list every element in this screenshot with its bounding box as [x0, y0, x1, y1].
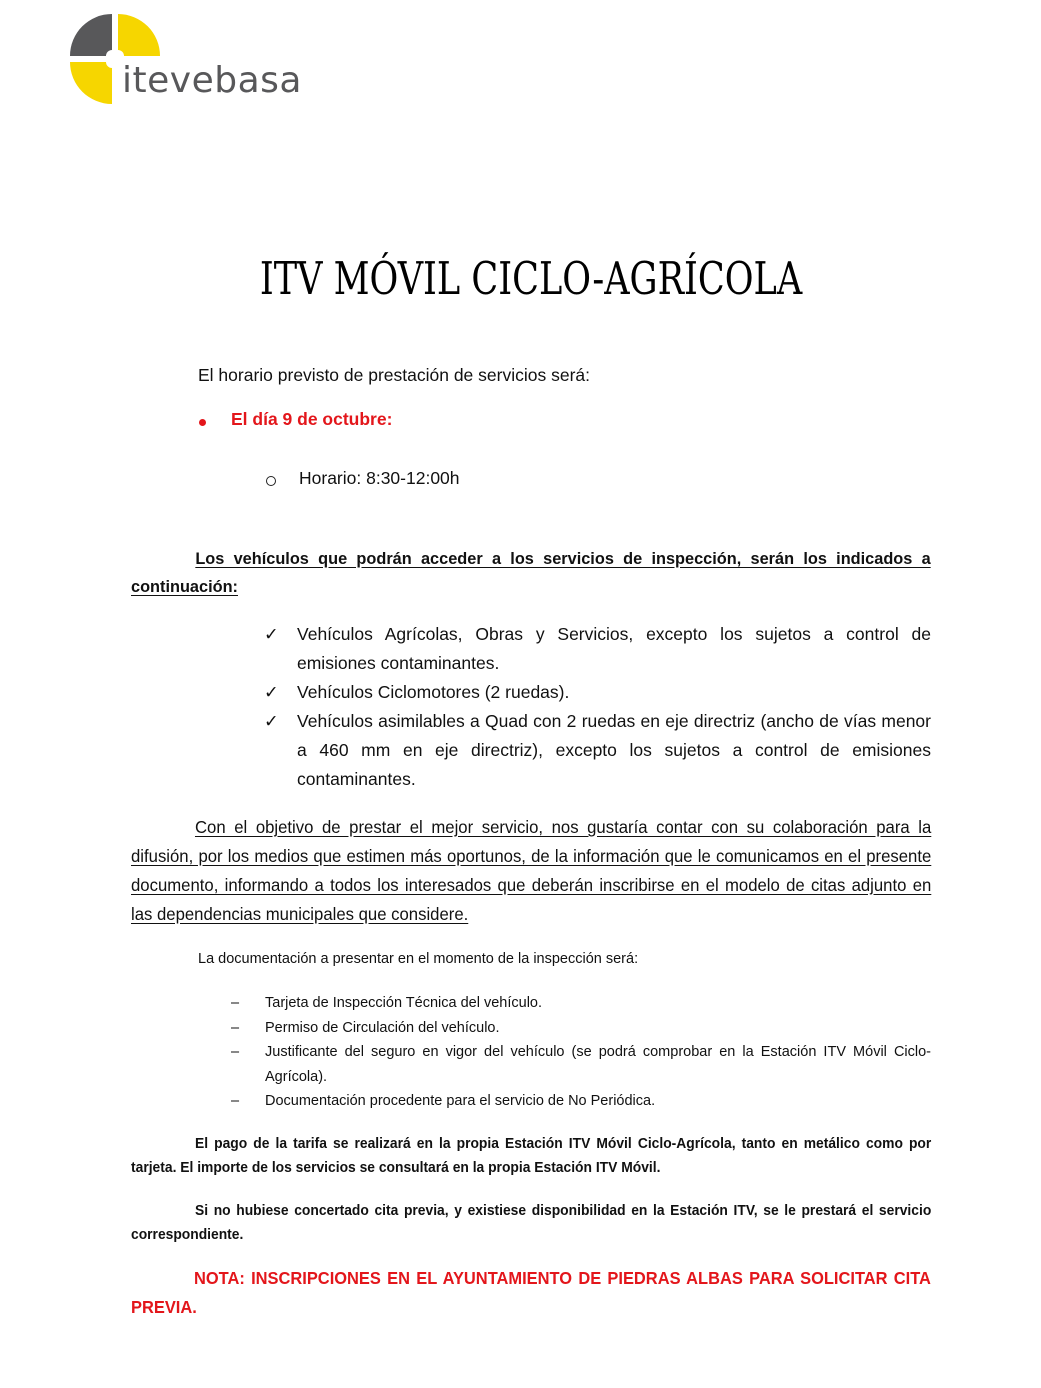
vehicle-type: Vehículos Ciclomotores (2 ruedas). — [297, 682, 570, 702]
collaboration-paragraph: Con el objetivo de prestar el mejor servicio, nos gustaría contar con su colaboración para la difusión, por los medios que estimen más oportunos, de la información que le comunicamos en el presente documento, informando a todos los interesados que deberán inscribirse en el modelo de citas adjunto en las dependencias municipales que considere. — [131, 817, 932, 924]
page-title: ITV MÓVIL CICLO-AGRÍCOLA — [259, 252, 803, 305]
check-icon: ✓ — [264, 624, 279, 644]
list-item — [264, 678, 931, 707]
check-icon: ✓ — [264, 682, 279, 702]
vehicle-type: Vehículos asimilables a Quad con 2 ruedas en eje directriz (ancho de vías menor a 460 mm en eje directriz), excepto los sujetos a control de emisiones contaminantes. — [297, 711, 931, 789]
list-item — [231, 991, 931, 1016]
document-name: Tarjeta de Inspección Técnica del vehículo. — [265, 995, 543, 1011]
list-item — [264, 620, 931, 678]
logo-wordmark: itevebasa — [122, 60, 302, 101]
list-item — [231, 1016, 931, 1041]
schedule-hours: Horario: 8:30-12:00h — [299, 468, 460, 488]
note-paragraph: NOTA: INSCRIPCIONES EN EL AYUNTAMIENTO DE PIEDRAS ALBAS PARA SOLICITAR CITA PREVIA. — [131, 1268, 931, 1317]
document-name: Permiso de Circulación del vehículo. — [265, 1019, 500, 1036]
dash-icon: – — [231, 995, 240, 1011]
document-name: Justificante del seguro en vigor del vehículo (se podrá comprobar en la Estación ITV Móvil Ciclo-Agrícola). — [265, 1044, 931, 1085]
list-item — [231, 1089, 931, 1114]
list-item — [231, 1040, 931, 1089]
vehicles-list — [264, 620, 931, 794]
circle-bullet-icon — [266, 476, 276, 486]
document-name: Documentación procedente para el servicio de No Periódica. — [265, 1093, 656, 1109]
check-icon: ✓ — [264, 711, 279, 731]
dash-icon: – — [231, 1019, 240, 1036]
dash-icon: – — [231, 1093, 240, 1109]
vehicle-type: Vehículos Agrícolas, Obras y Servicios, excepto los sujetos a control de emisiones contaminantes. — [297, 624, 931, 673]
documentation-list — [231, 991, 931, 1114]
list-item — [264, 707, 931, 794]
schedule-day-label: El día 9 de octubre: — [231, 409, 393, 429]
schedule-intro: El horario previsto de prestación de servicios será: — [198, 365, 590, 385]
documentation-intro: La documentación a presentar en el momento de la inspección será: — [198, 951, 639, 967]
company-logo — [70, 14, 320, 104]
dash-icon: – — [231, 1044, 240, 1060]
vehicles-heading: Los vehículos que podrán acceder a los servicios de inspección, serán los indicados a continuación: — [131, 549, 931, 596]
no-appointment-paragraph: Si no hubiese concertado cita previa, y existiese disponibilidad en la Estación ITV, se le prestará el servicio correspondiente. — [131, 1203, 932, 1243]
payment-paragraph: El pago de la tarifa se realizará en la propia Estación ITV Móvil Ciclo-Agrícola, tanto en metálico como por tarjeta. El importe de los servicios se consultará en la propia Estación ITV Móvil. — [131, 1136, 932, 1176]
bullet-icon — [199, 419, 206, 426]
